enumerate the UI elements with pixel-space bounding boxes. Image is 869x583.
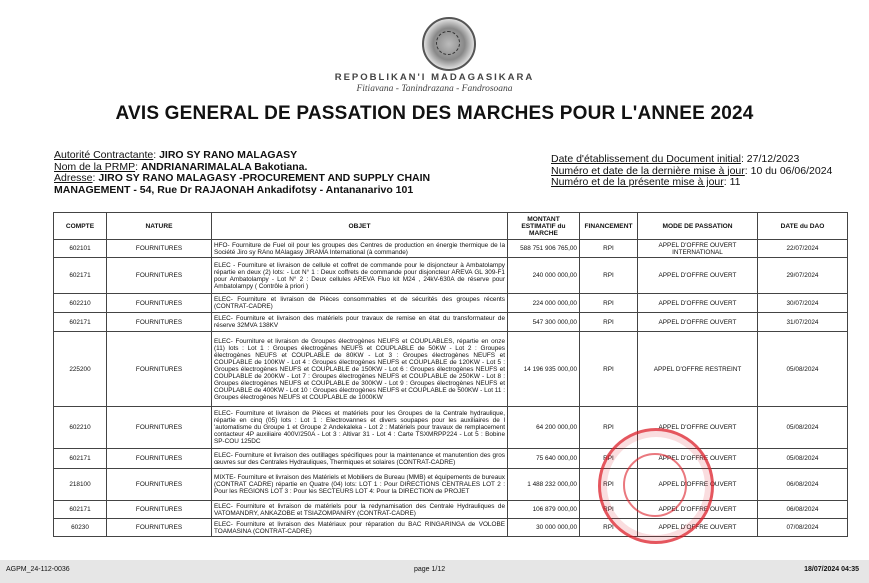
presente-maj-value: 11	[729, 176, 741, 188]
cell-date: 29/07/2024	[758, 258, 848, 294]
cell-montant: 30 000 000,00	[508, 519, 580, 537]
official-stamp-emblem	[598, 428, 714, 544]
cell-financement: RPI	[580, 258, 638, 294]
cell-mode: APPEL D'OFFRE OUVERT	[638, 294, 758, 313]
cell-financement: RPI	[580, 294, 638, 313]
cell-mode: APPEL D'OFFRE OUVERT	[638, 313, 758, 332]
cell-montant: 106 879 000,00	[508, 501, 580, 519]
col-mode: MODE DE PASSATION	[638, 213, 758, 240]
cell-objet: ELEC- Fourniture et livraison de matériels pour la redynamisation des Centrale Hydrauliques de VATOMANDRY, ANKAZOBE et TSIAZOMPANIRY (CONTRAT-CADRE)	[212, 501, 508, 519]
cell-mode: APPEL D'OFFRE OUVERT	[638, 449, 758, 469]
adresse-value: JIRO SY RANO MALAGASY -PROCUREMENT AND SUPPLY CHAIN MANAGEMENT - 54, Rue Dr RAJAONAH Ankadifotsy - Antananarivo 101	[54, 172, 431, 196]
col-financement: FINANCEMENT	[580, 213, 638, 240]
derniere-maj-value: 10 du 06/06/2024	[750, 164, 833, 177]
cell-objet: ELEC - Fourniture et livraison de cellule et coffret de commande pour le disjoncteur à Ambatolampy répartie en deux (2) lots: - Lot N° 1 : Deux coffrets de commande pour disjoncteur AREVA GL 309-F1 pour Ambatolampy - Lot N° 2 : Deux cellules AREVA Fluo kit M24 , 24kV-630A de réserve pour Ambatolampy ( Contrôle à priori )	[212, 258, 508, 294]
cell-date: 30/07/2024	[758, 294, 848, 313]
cell-compte: 225200	[54, 332, 107, 407]
cell-montant: 75 640 000,00	[508, 449, 580, 469]
cell-nature: FOURNITURES	[107, 519, 212, 537]
cell-date: 05/08/2024	[758, 332, 848, 407]
cell-montant: 224 000 000,00	[508, 294, 580, 313]
footer-page-number: page 1/12	[414, 566, 446, 573]
date-etablissement-label: Date d'établissement du Document initial	[551, 153, 741, 165]
cell-financement: RPI	[580, 501, 638, 519]
cell-compte: 602171	[54, 258, 107, 294]
cell-financement: RPI	[580, 332, 638, 407]
cell-compte: 218100	[54, 469, 107, 501]
cell-compte: 60230	[54, 519, 107, 537]
date-etablissement-value: 27/12/2023	[746, 153, 800, 165]
cell-mode: APPEL D'OFFRE OUVERT	[638, 501, 758, 519]
cell-mode: APPEL D'OFFRE OUVERT	[638, 258, 758, 294]
cell-financement: RPI	[580, 313, 638, 332]
col-objet: OBJET	[212, 213, 508, 240]
cell-montant: 240 000 000,00	[508, 258, 580, 294]
cell-date: 31/07/2024	[758, 313, 848, 332]
table-row	[54, 294, 848, 313]
cell-objet: ELEC- Fourniture et livraison des matériels pour travaux de remise en état du transformateur de réserve 32MVA 138KV	[212, 313, 508, 332]
presente-maj-label: Numéro et de la présente mise à jour	[551, 176, 724, 188]
col-compte: COMPTE	[54, 213, 107, 240]
cell-mode: APPEL D'OFFRE RESTREINT	[638, 332, 758, 407]
cell-nature: FOURNITURES	[107, 469, 212, 501]
cell-montant: 547 300 000,00	[508, 313, 580, 332]
cell-compte: 602171	[54, 449, 107, 469]
cell-compte: 602210	[54, 294, 107, 313]
table-row	[54, 519, 848, 537]
cell-mode: APPEL D'OFFRE OUVERT INTERNATIONAL	[638, 240, 758, 258]
col-nature: NATURE	[107, 213, 212, 240]
table-row	[54, 407, 848, 449]
cell-financement: RPI	[580, 469, 638, 501]
cell-objet: ELEC- Fourniture et livraison de Groupes électrogènes NEUFS et COUPLABLES, répartie en onze (11) lots : Lot 1 : Groupes électrogènes NEUFS et COUPLABLE de 50KW - Lot 2 : Groupes électrogènes NEUFS et COUPLABLE de 80KW - Lot 3 : Groupes électrogènes NEUFS et COUPLABLE de 100KW - Lot 4 : Groupes électrogènes NEUFS et COUPLABLE de 120KW - Lot 5 : Groupes électrogènes NEUFS et COUPLABLE de 150KW - Lot 6 : Groupes électrogènes NEUFS et COUPLABLE de 200KW - Lot 7 : Groupes électrogènes NEUFS et COUPLABLE de 250KW - Lot 8 : Groupes électrogènes NEUFS et COUPLABLE de 300KW - Lot 9 : Groupes électrogènes NEUFS et COUPLABLE de 400KW - Lot 10 : Groupes électrogènes NEUFS et COUPLABLE de 500KW - Lot 11 : Groupes électrogènes NEUFS et COUPLABLE de 1000KW	[212, 332, 508, 407]
cell-montant: 588 751 906 765,00	[508, 240, 580, 258]
cell-montant: 1 488 232 000,00	[508, 469, 580, 501]
cell-date: 05/08/2024	[758, 407, 848, 449]
cell-objet: ELEC- Fourniture et livraison des outillages spécifiques pour la maintenance et manutention des gros œuvres sur des Centrales Hydrauliques, Thermiques et solaires (CONTRAT-CADRE)	[212, 449, 508, 469]
document-update-info: Date d'établissement du Document initial: 27/12/2023 Numéro et date de la dernière mise à jour: 10 du 06/06/2024 Numéro et de la présente mise à jour: 11	[551, 153, 833, 188]
cell-mode: APPEL D'OFFRE OUVERT	[638, 407, 758, 449]
cell-nature: FOURNITURES	[107, 294, 212, 313]
cell-date: 07/08/2024	[758, 519, 848, 537]
republic-name: REPOBLIKAN'I MADAGASIKARA	[334, 72, 535, 83]
prmp-label: Nom de la PRMP	[54, 160, 136, 173]
cell-financement: RPI	[580, 449, 638, 469]
cell-date: 05/08/2024	[758, 449, 848, 469]
cell-compte: 602171	[54, 501, 107, 519]
contracting-authority-info: Autorité Contractante: JIRO SY RANO MALAGASY Nom de la PRMP: ANDRIANARIMALALA Bakotiana. Adresse: JIRO SY RANO MALAGASY -PROCUREMENT AND SUPPLY CHAIN MANAGEMENT - 54, Rue Dr RAJAONAH Ankadifotsy - Antananarivo 101	[54, 149, 431, 196]
cell-nature: FOURNITURES	[107, 407, 212, 449]
cell-nature: FOURNITURES	[107, 258, 212, 294]
republic-seal-emblem	[422, 17, 476, 71]
prmp-value: ANDRIANARIMALALA Bakotiana.	[140, 160, 308, 173]
table-row	[54, 449, 848, 469]
cell-date: 06/08/2024	[758, 469, 848, 501]
cell-mode: APPEL D'OFFRE OUVERT	[638, 469, 758, 501]
col-date: DATE du DAO	[758, 213, 848, 240]
footer-reference: AGPM_24-112-0036	[6, 566, 70, 573]
cell-montant: 14 196 935 000,00	[508, 332, 580, 407]
table-row	[54, 501, 848, 519]
cell-objet: ELEC- Fourniture et livraison des Matériaux pour réparation du BAC RINGARINGA de VOLOBE TOAMASINA (CONTRAT-CADRE)	[212, 519, 508, 537]
cell-nature: FOURNITURES	[107, 449, 212, 469]
cell-objet: ELEC- Fourniture et livraison de Pièces consommables et de sécurités des groupes récents (CONTRAT-CADRE)	[212, 294, 508, 313]
cell-objet: MIXTE- Fourniture et livraison des Matériels et Mobiliers de Bureau (MMB) et équipements de bureaux (CONTRAT CADRE) répartie en Quatre (04) lots: LOT 1 : Pour DIRECTIONS CENTRALES LOT 2 : Pour les REGIONS LOT 3 : Pour les SECTEURS LOT 4: Pour la DIRECTION de PROJET	[212, 469, 508, 501]
autorite-value: JIRO SY RANO MALAGASY	[159, 149, 298, 161]
cell-financement: RPI	[580, 519, 638, 537]
adresse-label: Adresse	[54, 172, 93, 184]
cell-mode: APPEL D'OFFRE OUVERT	[638, 519, 758, 537]
cell-compte: 602210	[54, 407, 107, 449]
autorite-label: Autorité Contractante	[54, 149, 154, 161]
col-montant: MONTANT ESTIMATIF du MARCHE	[508, 213, 580, 240]
cell-compte: 602101	[54, 240, 107, 258]
table-row	[54, 469, 848, 501]
table-row	[54, 313, 848, 332]
cell-nature: FOURNITURES	[107, 501, 212, 519]
document-title: AVIS GENERAL DE PASSATION DES MARCHES POUR L'ANNEE 2024	[115, 103, 754, 124]
table-row	[54, 240, 848, 258]
cell-date: 22/07/2024	[758, 240, 848, 258]
cell-objet: ELEC- Fourniture et livraison de Pièces et matériels pour les Groupes de la Centrale hydraulique, répartie en cinq (05) lots : Lot 1 : Electrovannes et divers soupapes pour les auxiliaires de l 'automatisme du Groupe 1 et Groupe 2 Andekaleka - Lot 2 : Matériels pour travaux de remplacement contacteur 4P auxiliaire 400V/250A - Lot 3 : Altivar 31 - Lot 4 : Carte TSXMRPP224 - Lot 5 : Bobine SP-COU 125DC	[212, 407, 508, 449]
cell-date: 06/08/2024	[758, 501, 848, 519]
cell-compte: 602171	[54, 313, 107, 332]
republic-motto: Fitiavana - Tanindrazana - Fandrosoana	[356, 84, 513, 94]
table-row	[54, 332, 848, 407]
derniere-maj-label: Numéro et date de la dernière mise à jour	[551, 164, 745, 177]
table-row	[54, 258, 848, 294]
cell-nature: FOURNITURES	[107, 240, 212, 258]
table-header-row	[54, 213, 848, 240]
procurement-table	[53, 212, 848, 537]
cell-financement: RPI	[580, 407, 638, 449]
cell-nature: FOURNITURES	[107, 313, 212, 332]
cell-financement: RPI	[580, 240, 638, 258]
cell-nature: FOURNITURES	[107, 332, 212, 407]
cell-montant: 64 200 000,00	[508, 407, 580, 449]
cell-objet: HFO- Fourniture de Fuel oil pour les groupes des Centres de production en énergie thermique de la Société Jiro sy RAno MAlagasy JIRAMA International (à commande)	[212, 240, 508, 258]
footer-datetime: 18/07/2024 04:35	[804, 566, 859, 573]
